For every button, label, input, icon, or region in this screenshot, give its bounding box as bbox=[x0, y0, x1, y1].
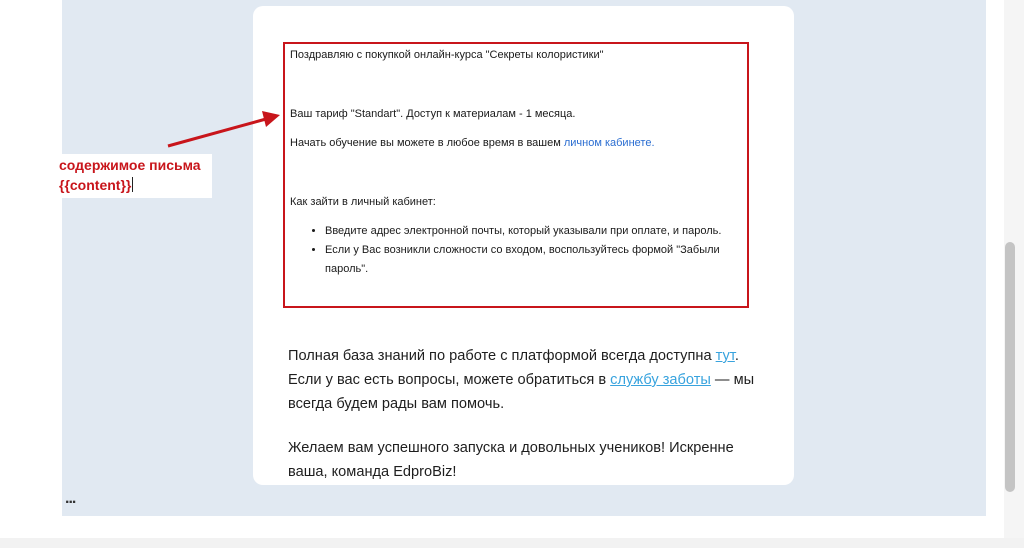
scrollbar-thumb[interactable] bbox=[1005, 242, 1015, 492]
knowledge-base-paragraph: Полная база знаний по работе с платформой всегда доступна тут. Если у вас есть вопросы, можете обратиться в службу заботы — мы всегда будем рады вам помочь. bbox=[288, 348, 755, 412]
support-link[interactable]: службу заботы bbox=[610, 372, 711, 388]
signature-paragraph: Желаем вам успешного запуска и довольных учеников! Искренне ваша, команда EdproBiz! bbox=[288, 440, 734, 480]
start-text: Начать обучение вы можете в любое время в вашем личном кабинете. bbox=[290, 137, 655, 149]
annotation-line-1: содержимое письма bbox=[59, 157, 201, 173]
bottom-edge bbox=[0, 538, 1024, 548]
more-icon[interactable]: ... bbox=[65, 490, 76, 507]
how-to-login-text: Как зайти в личный кабинет: bbox=[290, 196, 436, 208]
list-item: • Если у Вас возникли сложности со входом, воспользуйтесь формой "Забыли пароль". bbox=[325, 241, 765, 279]
knowledge-base-link[interactable]: тут bbox=[715, 348, 735, 364]
annotation-line-2: {{content}} bbox=[59, 177, 132, 193]
list-item: • Введите адрес электронной почты, который указывали при оплате, и пароль. bbox=[325, 222, 765, 241]
personal-account-link[interactable]: личном кабинете. bbox=[563, 137, 655, 149]
greeting-text: Поздравляю с покупкой онлайн-курса "Секреты колористики" bbox=[290, 49, 604, 61]
tariff-text: Ваш тариф "Standart". Доступ к материалам - 1 месяца. bbox=[290, 108, 576, 120]
